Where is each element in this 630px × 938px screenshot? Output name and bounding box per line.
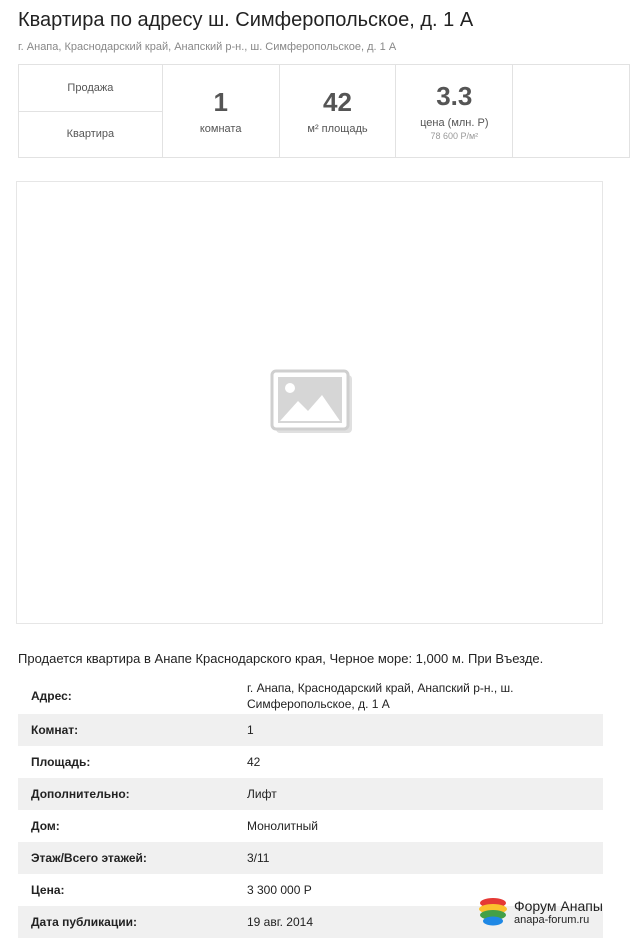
detail-value: Лифт xyxy=(247,787,277,801)
detail-key: Площадь: xyxy=(31,755,91,769)
table-row xyxy=(18,678,603,714)
deal-type: Продажа xyxy=(19,65,162,112)
deal-info xyxy=(19,65,163,157)
detail-key: Этаж/Всего этажей: xyxy=(31,851,147,865)
table-row xyxy=(18,842,603,874)
table-row xyxy=(18,714,603,746)
detail-key: Цена: xyxy=(31,883,65,897)
detail-key: Комнат: xyxy=(31,723,79,737)
forum-site: anapa-forum.ru xyxy=(514,913,590,926)
forum-watermark xyxy=(478,896,603,928)
empty-stat-cell xyxy=(513,65,630,157)
area-value: 42 xyxy=(323,87,352,117)
table-row xyxy=(18,746,603,778)
price-stat xyxy=(396,65,513,157)
listing-description: Продается квартира в Анапе Краснодарского края, Черное море: 1,000 м. При Въезде. xyxy=(18,651,544,666)
listing-photo[interactable] xyxy=(16,181,603,624)
detail-value: 3/11 xyxy=(247,851,270,865)
rooms-value: 1 xyxy=(213,87,228,117)
page-title: Квартира по адресу ш. Симферопольское, д. 1 А xyxy=(18,9,474,31)
detail-value: 1 xyxy=(247,723,254,737)
detail-key: Дополнительно: xyxy=(31,787,130,801)
area-label: м² площадь xyxy=(307,123,368,135)
detail-value: 42 xyxy=(247,755,261,769)
price-per-meter: 78 600 Р/м² xyxy=(430,131,479,141)
detail-value: 19 авг. 2014 xyxy=(247,915,314,929)
rooms-stat xyxy=(163,65,280,157)
table-row xyxy=(18,810,603,842)
detail-key: Дом: xyxy=(31,819,60,833)
area-stat xyxy=(280,65,397,157)
detail-value: г. Анапа, Краснодарский край, Анапский р-н., ш. Симферопольское, д. 1 А xyxy=(247,681,514,711)
summary-panel xyxy=(18,64,630,158)
image-placeholder-icon xyxy=(270,369,354,440)
price-label: цена (млн. Р) xyxy=(420,117,489,129)
forum-name: Форум Анапы xyxy=(514,897,603,914)
rooms-label: комната xyxy=(199,123,242,135)
detail-value: Монолитный xyxy=(247,819,318,833)
forum-logo-icon xyxy=(478,896,508,928)
detail-value: 3 300 000 Р xyxy=(247,883,312,897)
table-row xyxy=(18,778,603,810)
detail-key: Дата публикации: xyxy=(31,915,137,929)
detail-key: Адрес: xyxy=(31,689,72,703)
price-value: 3.3 xyxy=(436,81,473,111)
property-type: Квартира xyxy=(66,128,115,141)
address-subtitle: г. Анапа, Краснодарский край, Анапский р-н., ш. Симферопольское, д. 1 А xyxy=(18,41,397,53)
